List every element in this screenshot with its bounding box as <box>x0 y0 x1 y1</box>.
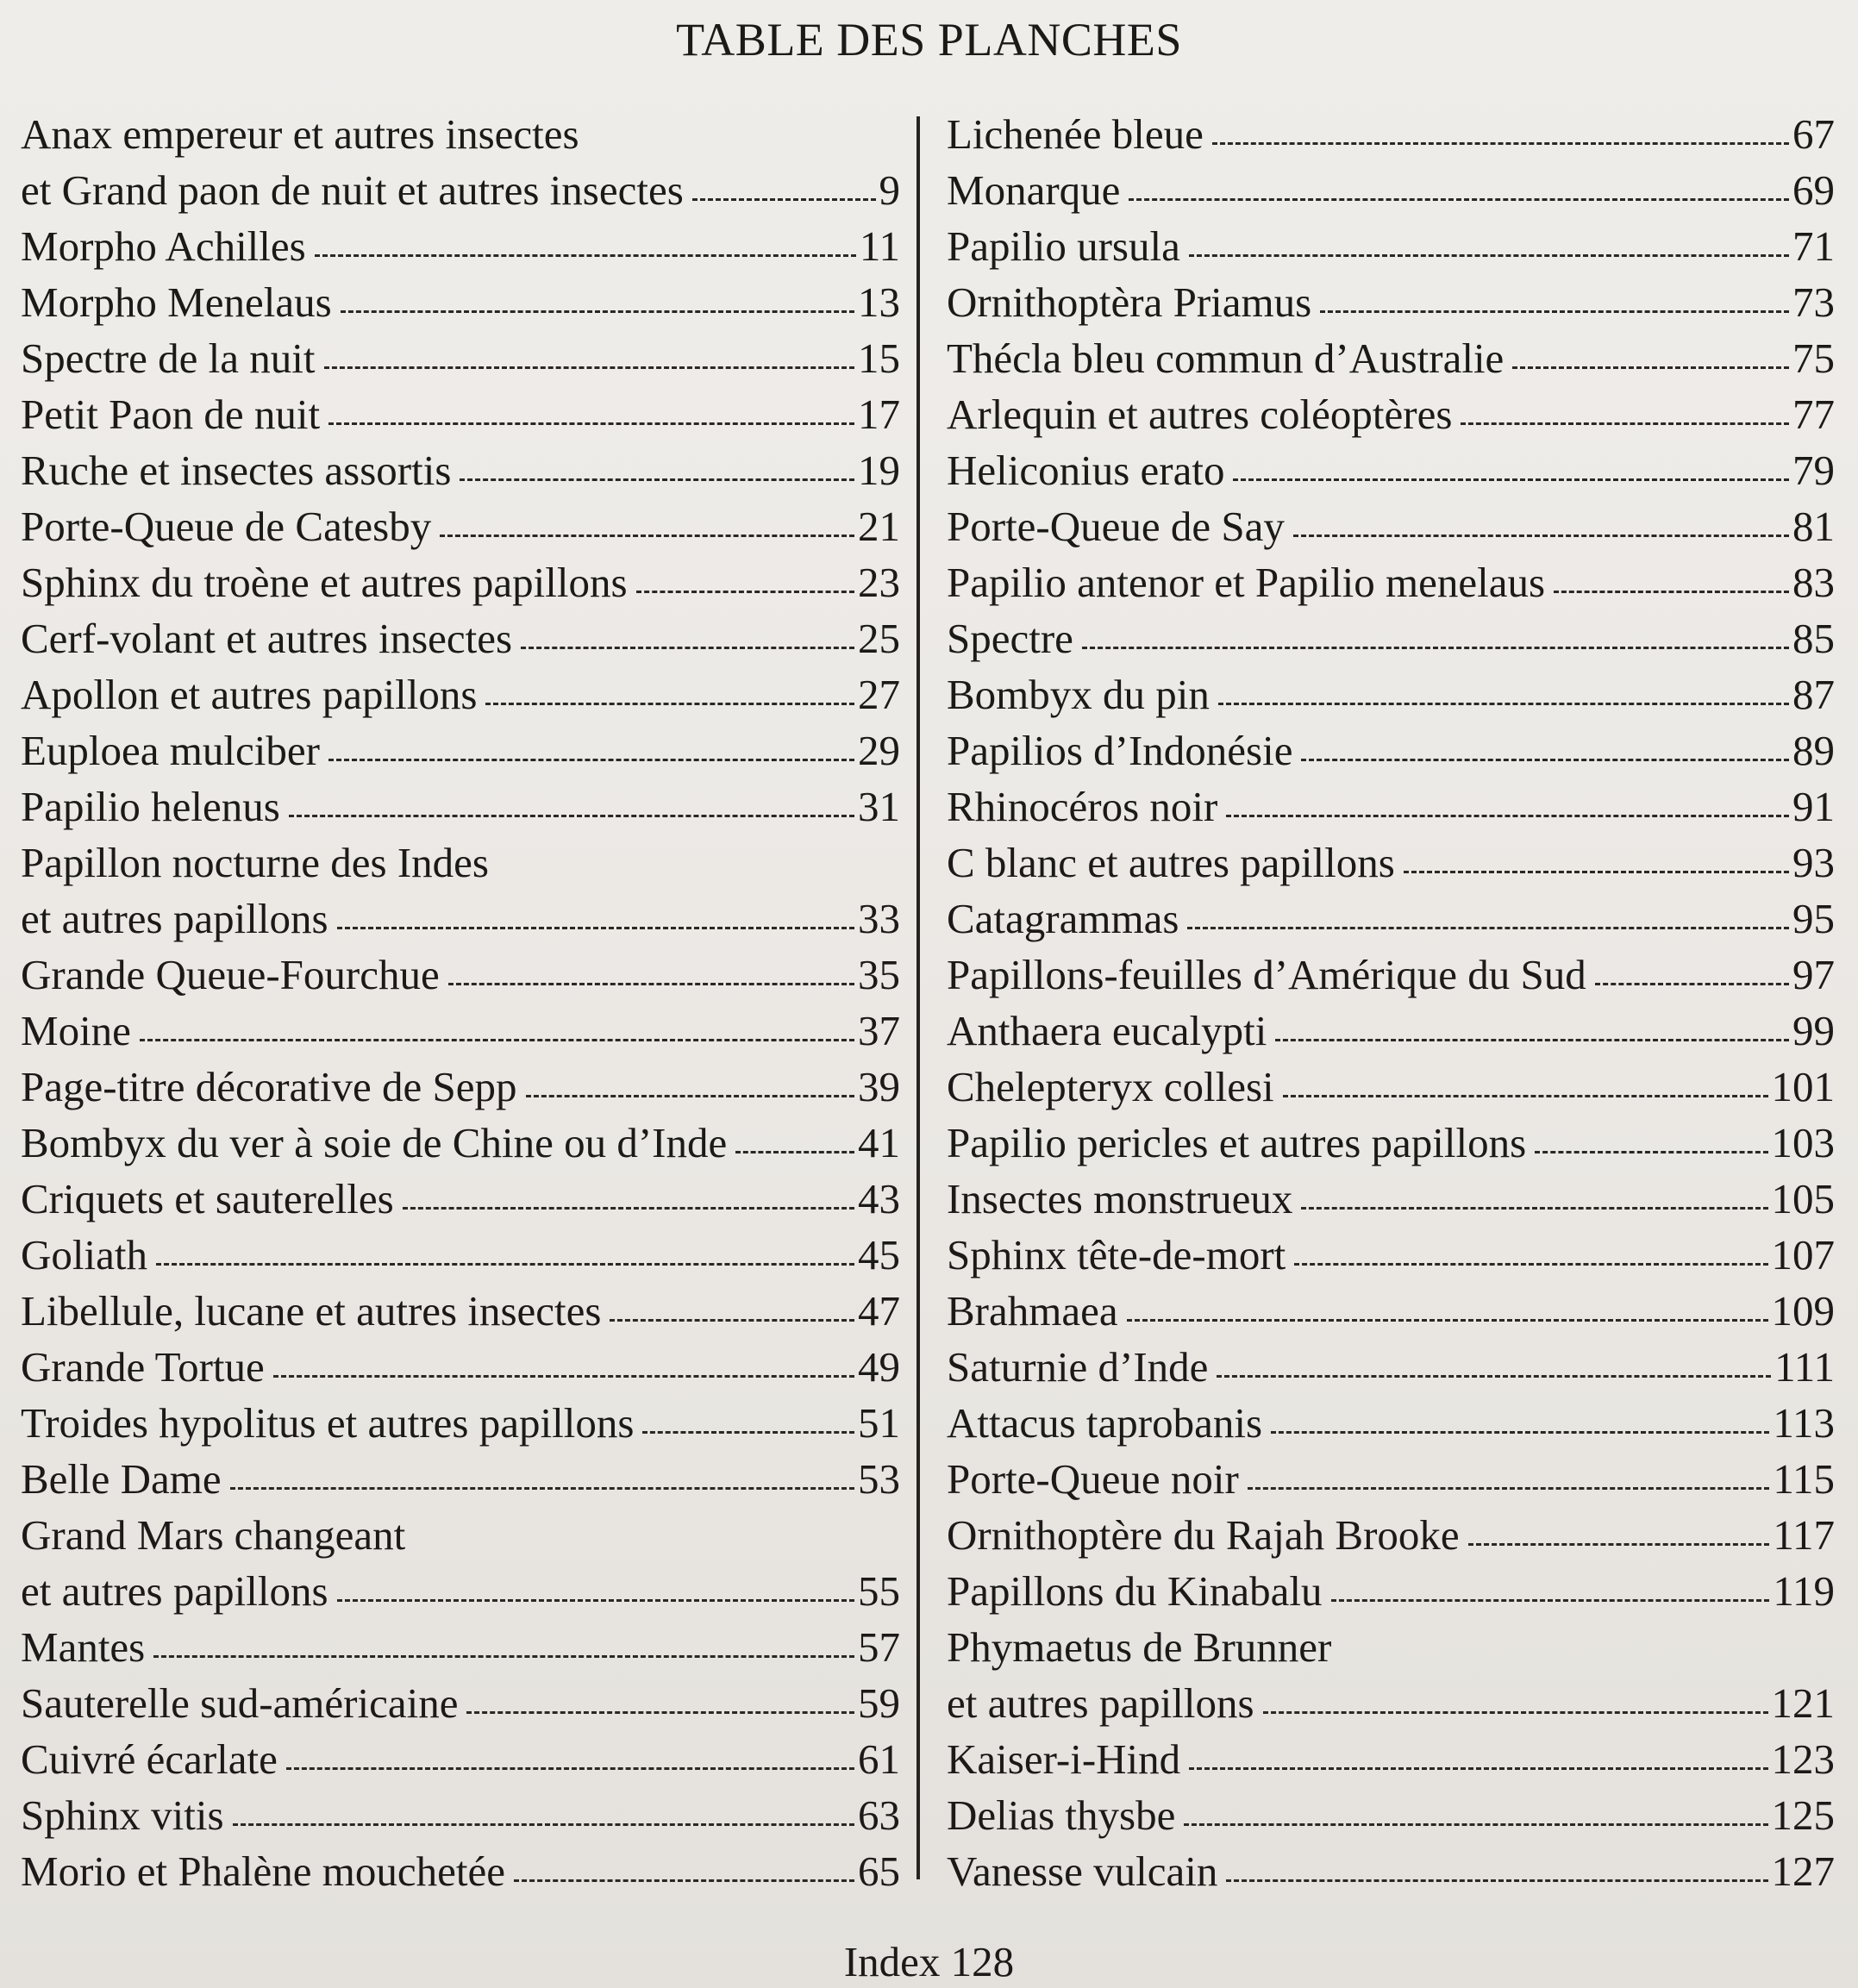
toc-entry-title: Insectes monstrueux <box>947 1175 1293 1222</box>
dot-leader <box>315 254 856 257</box>
toc-entry-title: Papilios d’Indonésie <box>947 727 1293 774</box>
toc-entry-page: 99 <box>1792 1007 1835 1054</box>
dot-leader <box>1294 1263 1767 1266</box>
toc-entry-title: Bombyx du pin <box>947 671 1210 718</box>
dot-leader <box>1263 1711 1768 1714</box>
toc-entry <box>947 1052 1835 1108</box>
toc-entry-title: Papilio helenus <box>21 783 280 830</box>
toc-entry <box>947 547 1835 606</box>
toc-entry-page: 113 <box>1773 1399 1835 1447</box>
toc-entry-title: Troides hypolitus et autres papillons <box>21 1399 635 1447</box>
toc-entry <box>947 716 1835 772</box>
dot-leader <box>1129 198 1789 201</box>
toc-entry <box>947 1108 1835 1164</box>
dot-leader <box>1331 1599 1770 1602</box>
toc-entry-page: 59 <box>858 1679 900 1727</box>
toc-entry-page: 61 <box>858 1735 900 1783</box>
toc-entry-page: 53 <box>858 1455 900 1503</box>
toc-entry <box>947 884 1835 940</box>
toc-entry <box>947 1388 1835 1447</box>
toc-entry <box>947 435 1835 494</box>
toc-entry-title: Criquets et sauterelles <box>21 1175 394 1222</box>
toc-entry-page: 121 <box>1771 1679 1835 1727</box>
toc-entry-title: Grand Mars changeant <box>21 1511 406 1559</box>
dot-leader <box>735 1151 854 1153</box>
toc-entry-page: 43 <box>858 1175 900 1222</box>
toc-entry <box>947 491 1835 550</box>
toc-entry-title: Ruche et insectes assortis <box>21 447 452 494</box>
toc-entry-title: Bombyx du ver à soie de Chine ou d’Inde <box>21 1119 728 1166</box>
toc-entry <box>21 323 900 382</box>
toc-entry <box>947 1500 1835 1559</box>
toc-entry-title: Chelepteryx collesi <box>947 1063 1274 1110</box>
toc-entry <box>21 211 900 270</box>
toc-entry-title: Moine <box>21 1007 131 1054</box>
toc-entry <box>947 1836 1835 1895</box>
toc-entry-title: et autres papillons <box>21 895 328 942</box>
toc-entry-title: Libellule, lucane et autres insectes <box>21 1287 602 1335</box>
toc-entry-page: 111 <box>1774 1343 1835 1391</box>
toc-entry <box>947 155 1835 214</box>
toc-entry-title: Kaiser-i-Hind <box>947 1735 1181 1783</box>
dot-leader <box>1512 366 1789 369</box>
dot-leader <box>1554 591 1789 593</box>
index-entry: Index 128 <box>843 1938 1015 1985</box>
toc-entry-page: 15 <box>858 334 900 382</box>
toc-entry <box>21 1052 900 1108</box>
toc-entry-title: Grande Tortue <box>21 1343 265 1391</box>
toc-entry-page: 105 <box>1771 1175 1835 1222</box>
dot-leader <box>1404 871 1789 873</box>
toc-entry <box>21 772 900 828</box>
dot-leader <box>1301 759 1789 761</box>
toc-entry-title: Sphinx vitis <box>21 1791 224 1839</box>
toc-entry-page: 75 <box>1792 334 1835 382</box>
toc-entry-page: 45 <box>858 1231 900 1278</box>
toc-entry-page: 23 <box>858 559 900 606</box>
toc-entry-title: Anax empereur et autres insectes <box>21 110 579 158</box>
dot-leader <box>324 366 854 369</box>
dot-leader <box>337 1599 854 1602</box>
toc-entry <box>21 996 900 1052</box>
dot-leader <box>1189 254 1789 257</box>
dot-leader <box>1283 1095 1768 1097</box>
toc-entry-page: 73 <box>1792 278 1835 326</box>
toc-entry <box>21 828 900 884</box>
toc-entry-page: 77 <box>1792 391 1835 438</box>
toc-entry-title: Sauterelle sud-américaine <box>21 1679 459 1727</box>
toc-entry-title: Monarque <box>947 166 1121 214</box>
toc-entry-page: 81 <box>1792 503 1835 550</box>
toc-entry-title: Spectre <box>947 615 1073 662</box>
toc-entry <box>21 1556 900 1615</box>
toc-entry-title: Phymaetus de Brunner <box>947 1623 1332 1671</box>
dot-leader <box>328 759 854 761</box>
toc-entry-title: Vanesse vulcain <box>947 1847 1218 1895</box>
toc-entry <box>21 99 900 158</box>
toc-entry-page: 47 <box>858 1287 900 1335</box>
dot-leader <box>1271 1431 1769 1434</box>
dot-leader <box>140 1039 854 1041</box>
toc-entry-title: Papilio ursula <box>947 222 1180 270</box>
toc-entry-title: Morpho Achilles <box>21 222 306 270</box>
dot-leader <box>1535 1151 1767 1153</box>
toc-entry-title: Attacus taprobanis <box>947 1399 1263 1447</box>
dot-leader <box>1218 703 1789 705</box>
toc-entry <box>947 660 1835 716</box>
dot-leader <box>485 703 854 705</box>
toc-entry-page: 95 <box>1792 895 1835 942</box>
dot-leader <box>403 1207 854 1210</box>
toc-entry-page: 101 <box>1771 1063 1835 1110</box>
toc-entry-page: 9 <box>879 166 900 214</box>
dot-leader <box>1275 1039 1789 1041</box>
toc-entry <box>947 1612 1835 1671</box>
toc-entry <box>947 1668 1835 1727</box>
toc-entry-title: Heliconius erato <box>947 447 1225 494</box>
dot-leader <box>1233 478 1789 481</box>
toc-entry-page: 127 <box>1771 1847 1835 1895</box>
toc-entry <box>947 772 1835 828</box>
toc-entry-title: Sphinx du troène et autres papillons <box>21 559 628 606</box>
toc-entry <box>21 1836 900 1895</box>
toc-entry-title: Apollon et autres papillons <box>21 671 478 718</box>
toc-entry-page: 89 <box>1792 727 1835 774</box>
toc-entry-title: Delias thysbe <box>947 1791 1176 1839</box>
toc-entry-page: 17 <box>858 391 900 438</box>
dot-leader <box>156 1263 854 1266</box>
dot-leader <box>1226 815 1789 817</box>
toc-entry <box>21 884 900 940</box>
dot-leader <box>610 1319 854 1322</box>
toc-entry <box>947 1724 1835 1783</box>
dot-leader <box>1189 1767 1767 1770</box>
dot-leader <box>1301 1207 1767 1210</box>
toc-entry <box>21 491 900 550</box>
toc-entry-page: 35 <box>858 951 900 998</box>
toc-entry <box>21 1500 900 1559</box>
toc-entry <box>947 99 1835 158</box>
dot-leader <box>642 1431 854 1434</box>
column-divider <box>916 116 920 1879</box>
dot-leader <box>328 422 854 425</box>
toc-entry <box>21 1612 900 1671</box>
toc-entry-page: 79 <box>1792 447 1835 494</box>
toc-entry-title: Papilio antenor et Papilio menelaus <box>947 559 1546 606</box>
toc-entry-page: 69 <box>1792 166 1835 214</box>
toc-entry <box>21 1668 900 1727</box>
toc-entry <box>21 1444 900 1503</box>
toc-entry <box>21 1388 900 1447</box>
dot-leader <box>1212 142 1789 145</box>
dot-leader <box>1248 1487 1769 1490</box>
dot-leader <box>1320 310 1789 313</box>
toc-entry-page: 13 <box>858 278 900 326</box>
toc-entry-page: 85 <box>1792 615 1835 662</box>
toc-entry-title: Cuivré écarlate <box>21 1735 278 1783</box>
toc-entry <box>21 547 900 606</box>
toc-entry-page: 67 <box>1792 110 1835 158</box>
toc-entry-page: 91 <box>1792 783 1835 830</box>
toc-entry <box>21 155 900 214</box>
dot-leader <box>1187 927 1789 929</box>
dot-leader <box>1082 647 1789 649</box>
toc-entry-title: Thécla bleu commun d’Australie <box>947 334 1505 382</box>
toc-entry-title: Page-titre décorative de Sepp <box>21 1063 517 1110</box>
toc-entry <box>947 1780 1835 1839</box>
dot-leader <box>526 1095 854 1097</box>
toc-entry <box>21 603 900 660</box>
toc-entry <box>21 660 900 716</box>
toc-entry-title: Lichenée bleue <box>947 110 1204 158</box>
toc-entry <box>947 1276 1835 1335</box>
dot-leader <box>233 1823 854 1826</box>
toc-entry <box>947 1444 1835 1503</box>
toc-entry-page: 125 <box>1771 1791 1835 1839</box>
toc-entry <box>21 1332 900 1391</box>
toc-entry-title: et autres papillons <box>947 1679 1254 1727</box>
toc-entry-title: Morio et Phalène mouchetée <box>21 1847 505 1895</box>
toc-entry <box>947 267 1835 326</box>
toc-entry-title: Spectre de la nuit <box>21 334 316 382</box>
toc-entry-page: 57 <box>858 1623 900 1671</box>
dot-leader <box>337 927 854 929</box>
dot-leader <box>341 310 854 313</box>
toc-entry <box>21 379 900 438</box>
toc-entry-title: Rhinocéros noir <box>947 783 1218 830</box>
toc-entry-title: Anthaera eucalypti <box>947 1007 1267 1054</box>
toc-entry-title: Papillon nocturne des Indes <box>21 839 489 886</box>
dot-leader <box>1595 983 1789 985</box>
dot-leader <box>1461 422 1789 425</box>
toc-entry-page: 51 <box>858 1399 900 1447</box>
toc-entry <box>947 1556 1835 1615</box>
toc-entry-page: 103 <box>1771 1119 1835 1166</box>
toc-entry <box>21 1220 900 1276</box>
toc-entry-page: 107 <box>1771 1231 1835 1278</box>
toc-entry-page: 29 <box>858 727 900 774</box>
toc-right-column <box>947 99 1835 1895</box>
toc-entry <box>947 1164 1835 1220</box>
toc-entry-page: 63 <box>858 1791 900 1839</box>
toc-entry-title: Porte-Queue noir <box>947 1455 1239 1503</box>
toc-entry-title: Morpho Menelaus <box>21 278 332 326</box>
toc-entry-page: 39 <box>858 1063 900 1110</box>
toc-entry <box>947 603 1835 660</box>
toc-entry-title: Papilio pericles et autres papillons <box>947 1119 1527 1166</box>
toc-entry <box>947 211 1835 270</box>
toc-entry-page: 123 <box>1771 1735 1835 1783</box>
toc-entry-page: 19 <box>858 447 900 494</box>
toc-entry <box>21 1780 900 1839</box>
toc-entry-page: 87 <box>1792 671 1835 718</box>
toc-entry-title: Petit Paon de nuit <box>21 391 321 438</box>
toc-entry-title: Goliath <box>21 1231 147 1278</box>
toc-entry-title: Ornithoptèra Priamus <box>947 278 1312 326</box>
toc-entry <box>21 1276 900 1335</box>
page-title: TABLE DES PLANCHES <box>676 14 1182 66</box>
toc-entry-title: et autres papillons <box>21 1567 328 1615</box>
toc-entry-page: 33 <box>858 895 900 942</box>
toc-entry <box>21 1724 900 1783</box>
toc-entry <box>21 1164 900 1220</box>
toc-entry <box>947 996 1835 1052</box>
toc-entry-title: Mantes <box>21 1623 146 1671</box>
dot-leader <box>1184 1823 1767 1826</box>
toc-entry <box>21 435 900 494</box>
toc-entry-title: Belle Dame <box>21 1455 222 1503</box>
toc-entry-title: Grande Queue-Fourchue <box>21 951 440 998</box>
dot-leader <box>448 983 854 985</box>
toc-entry-title: Brahmaea <box>947 1287 1118 1335</box>
toc-entry-page: 83 <box>1792 559 1835 606</box>
dot-leader <box>1468 1543 1770 1546</box>
toc-entry-title: Arlequin et autres coléoptères <box>947 391 1453 438</box>
toc-entry <box>21 267 900 326</box>
toc-entry-title: Euploea mulciber <box>21 727 320 774</box>
toc-entry-page: 41 <box>858 1119 900 1166</box>
toc-entry <box>21 1108 900 1164</box>
toc-entry-title: Papillons du Kinabalu <box>947 1567 1323 1615</box>
dot-leader <box>460 478 854 481</box>
toc-entry-title: Porte-Queue de Catesby <box>21 503 432 550</box>
toc-entry-page: 119 <box>1773 1567 1835 1615</box>
toc-entry-title: Catagrammas <box>947 895 1179 942</box>
dot-leader <box>1217 1375 1771 1378</box>
toc-entry-page: 31 <box>858 783 900 830</box>
toc-entry <box>21 716 900 772</box>
toc-entry-page: 109 <box>1771 1287 1835 1335</box>
toc-entry-title: Cerf-volant et autres insectes <box>21 615 513 662</box>
toc-entry-page: 55 <box>858 1567 900 1615</box>
dot-leader <box>636 591 854 593</box>
toc-entry-page: 93 <box>1792 839 1835 886</box>
dot-leader <box>466 1711 854 1714</box>
dot-leader <box>521 647 854 649</box>
toc-entry-page: 49 <box>858 1343 900 1391</box>
toc-entry-page: 25 <box>858 615 900 662</box>
toc-entry-page: 37 <box>858 1007 900 1054</box>
toc-entry-page: 21 <box>858 503 900 550</box>
toc-entry-title: Porte-Queue de Say <box>947 503 1285 550</box>
dot-leader <box>514 1879 854 1882</box>
toc-entry <box>947 828 1835 884</box>
toc-entry-page: 115 <box>1773 1455 1835 1503</box>
dot-leader <box>286 1767 854 1770</box>
toc-entry <box>21 940 900 996</box>
toc-entry-title: Papillons-feuilles d’Amérique du Sud <box>947 951 1586 998</box>
dot-leader <box>153 1655 854 1658</box>
dot-leader <box>692 198 876 201</box>
toc-entry-page: 27 <box>858 671 900 718</box>
dot-leader <box>1226 1879 1767 1882</box>
toc-entry <box>947 1332 1835 1391</box>
toc-entry <box>947 940 1835 996</box>
toc-entry-page: 117 <box>1773 1511 1835 1559</box>
dot-leader <box>289 815 854 817</box>
toc-entry-page: 11 <box>859 222 900 270</box>
toc-left-column <box>21 99 900 1895</box>
toc-entry <box>947 379 1835 438</box>
toc-entry-title: et Grand paon de nuit et autres insectes <box>21 166 684 214</box>
toc-entry-page: 97 <box>1792 951 1835 998</box>
toc-entry-title: Sphinx tête-de-mort <box>947 1231 1286 1278</box>
dot-leader <box>273 1375 854 1378</box>
toc-entry-page: 71 <box>1792 222 1835 270</box>
toc-entry <box>947 1220 1835 1276</box>
dot-leader <box>1127 1319 1768 1322</box>
toc-entry <box>947 323 1835 382</box>
toc-entry-title: C blanc et autres papillons <box>947 839 1395 886</box>
toc-entry-page: 65 <box>858 1847 900 1895</box>
toc-entry-title: Ornithoptère du Rajah Brooke <box>947 1511 1460 1559</box>
toc-entry-title: Saturnie d’Inde <box>947 1343 1209 1391</box>
dot-leader <box>230 1487 854 1490</box>
dot-leader <box>1293 535 1789 537</box>
dot-leader <box>440 535 854 537</box>
